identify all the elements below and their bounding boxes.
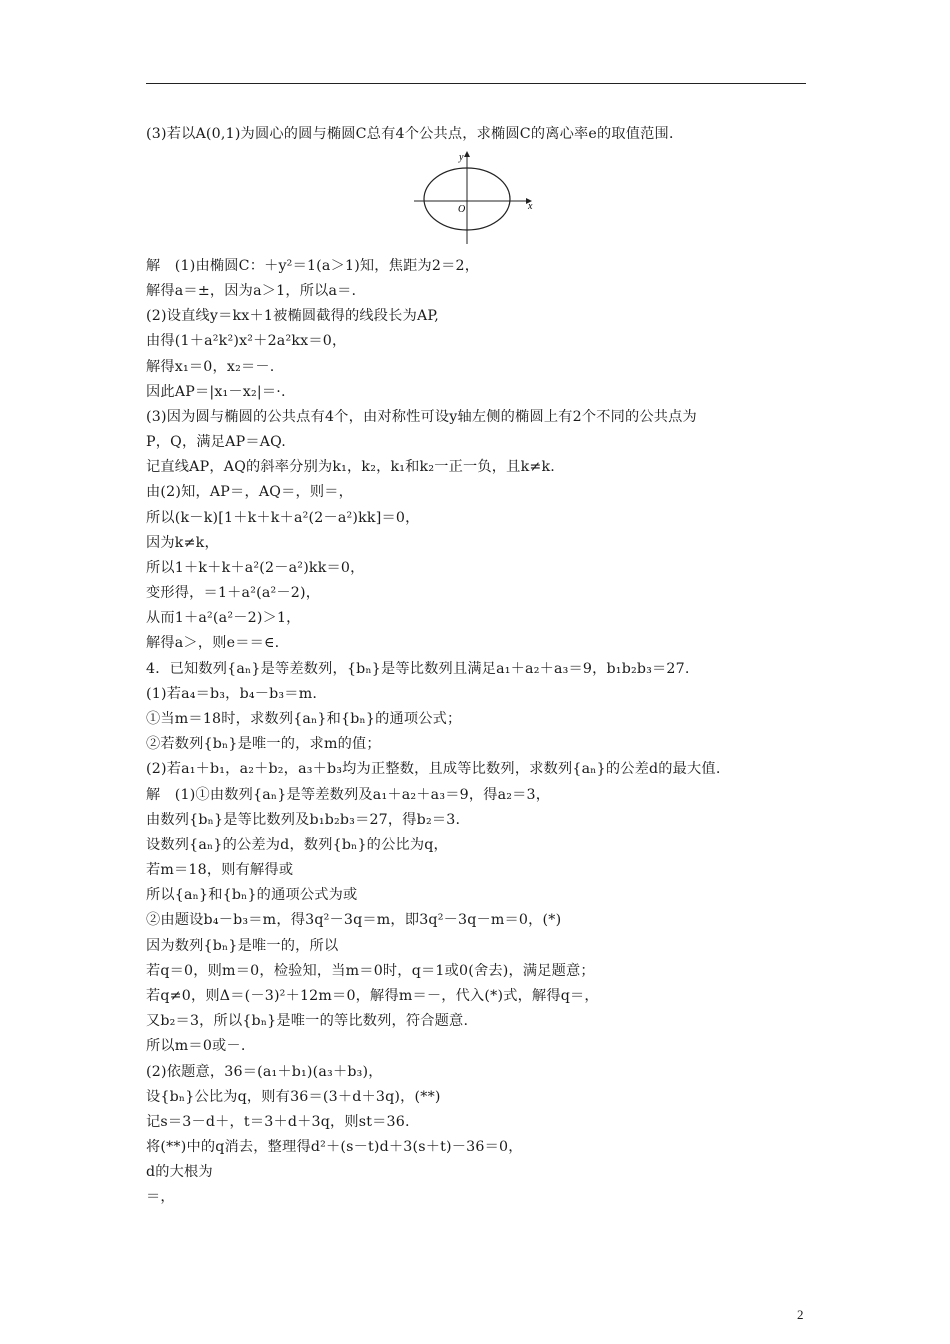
text-line: 又b₂＝3，所以{bₙ}是唯一的等比数列，符合题意. xyxy=(146,1013,469,1029)
text-line: 从而1＋a²(a²－2)＞1， xyxy=(146,610,301,626)
text-line: 设{bₙ}公比为q，则有36＝(3＋d＋3q)，(**) xyxy=(146,1089,441,1105)
text-line: 解 (1)①由数列{aₙ}是等差数列及a₁＋a₂＋a₃＝9，得a₂＝3， xyxy=(146,787,551,803)
text-line: 所以(k－k)[1＋k＋k＋a²(2－a²)kk]＝0， xyxy=(146,510,420,526)
text-line: 设数列{aₙ}的公差为d，数列{bₙ}的公比为q， xyxy=(146,837,448,853)
text-line: 若q＝0，则m＝0，检验知，当m＝0时，q＝1或0(舍去)，满足题意； xyxy=(146,963,595,979)
text-line: 因为k≠k， xyxy=(146,535,219,551)
text-line: (2)设直线y＝kx＋1被椭圆截得的线段长为AP, xyxy=(146,308,439,324)
text-line: 由(2)知，AP＝，AQ＝，则＝， xyxy=(146,484,354,500)
text-line: 所以m＝0或－. xyxy=(146,1038,246,1054)
ellipse-figure xyxy=(414,148,536,244)
x-axis-label: x xyxy=(528,201,533,212)
text-line: (3)因为圆与椭圆的公共点有4个，由对称性可设y轴左侧的椭圆上有2个不同的公共点为 xyxy=(146,409,697,425)
text-line: 变形得，＝1＋a²(a²－2)， xyxy=(146,585,321,601)
text-line: (1)若a₄＝b₃，b₄－b₃＝m. xyxy=(146,686,318,702)
text-line: 若m＝18，则有解得或 xyxy=(146,862,294,878)
text-line: 解得a＞，则e＝＝∈. xyxy=(146,635,280,651)
text-line: 由数列{bₙ}是等比数列及b₁b₂b₃＝27，得b₂＝3. xyxy=(146,812,461,828)
text-line: 4．已知数列{aₙ}是等差数列，{bₙ}是等比数列且满足a₁＋a₂＋a₃＝9，b₁b₂b₃＝27. xyxy=(146,661,690,677)
text-line: 将(**)中的q消去，整理得d²＋(s－t)d＋3(s＋t)－36＝0， xyxy=(146,1139,523,1155)
text-line: ＝， xyxy=(146,1189,175,1205)
y-axis-arrow xyxy=(464,151,470,157)
text-line: 所以1＋k＋k＋a²(2－a²)kk＝0， xyxy=(146,560,365,576)
text-line: 所以{aₙ}和{bₙ}的通项公式为或 xyxy=(146,887,358,903)
text-line: (3)若以A(0,1)为圆心的圆与椭圆C总有4个公共点，求椭圆C的离心率e的取值范围． xyxy=(146,126,684,142)
text-line: 解得a＝±，因为a＞1，所以a＝. xyxy=(146,283,357,299)
text-line: ②由题设b₄－b₃＝m，得3q²－3q＝m，即3q²－3q－m＝0，(*) xyxy=(146,912,562,928)
text-line: d的大根为 xyxy=(146,1164,213,1180)
origin-label: O xyxy=(458,204,466,215)
text-line: 记直线AP，AQ的斜率分别为k₁，k₂，k₁和k₂一正一负，且k≠k. xyxy=(146,459,555,475)
text-line: (2)若a₁＋b₁，a₂＋b₂，a₃＋b₃均为正整数，且成等比数列，求数列{aₙ}的公差d的最大值. xyxy=(146,761,721,777)
text-line: ②若数列{bₙ}是唯一的，求m的值； xyxy=(146,736,381,752)
text-line: 因此AP＝|x₁－x₂|＝·. xyxy=(146,384,286,400)
text-line: 若q≠0，则Δ＝(－3)²＋12m＝0，解得m＝－，代入(*)式，解得q＝， xyxy=(146,988,599,1004)
text-line: (2)依题意，36＝(a₁＋b₁)(a₃＋b₃)， xyxy=(146,1064,383,1080)
text-line: 因为数列{bₙ}是唯一的，所以 xyxy=(146,938,339,954)
text-line: 由得(1＋a²k²)x²＋2a²kx＝0， xyxy=(146,333,347,349)
text-line: 解得x₁＝0，x₂＝－. xyxy=(146,359,275,375)
text-line: ①当m＝18时，求数列{aₙ}和{bₙ}的通项公式； xyxy=(146,711,462,727)
y-axis-label: y xyxy=(459,152,464,163)
text-line: P，Q，满足AP＝AQ. xyxy=(146,434,286,450)
page-number: 2 xyxy=(797,1307,804,1322)
text-line: 解 (1)由椭圆C：＋y²＝1(a＞1)知，焦距为2＝2， xyxy=(146,258,480,274)
text-line: 记s＝3－d＋，t＝3＋d＋3q，则st＝36. xyxy=(146,1114,410,1130)
header-rule xyxy=(146,83,806,84)
